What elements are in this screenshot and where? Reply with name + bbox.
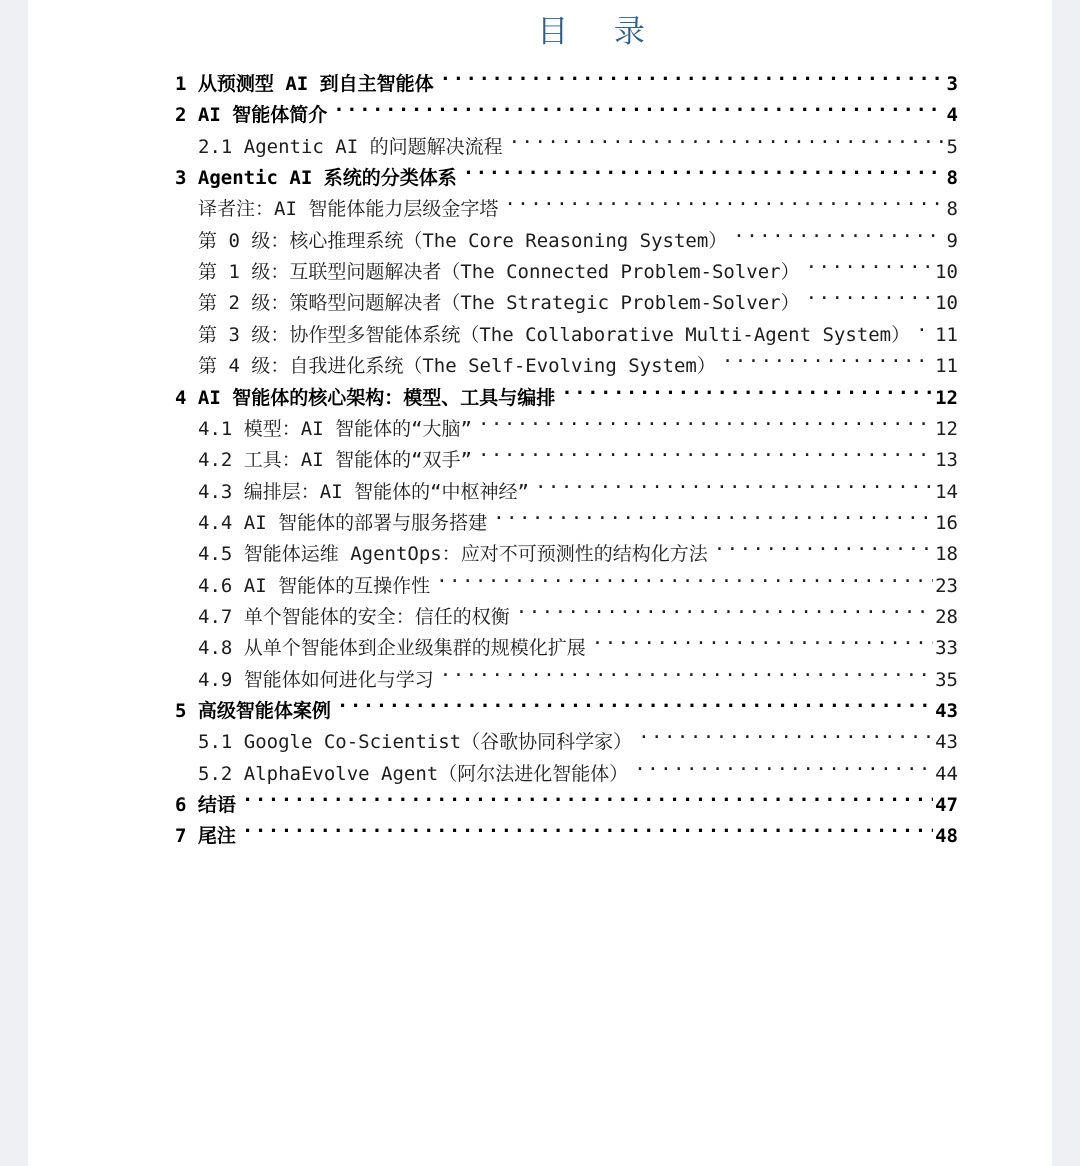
toc-entry[interactable] — [198, 561, 958, 597]
toc-entry[interactable] — [198, 122, 958, 158]
toc-entry-label: 2 AI 智能体简介 — [175, 100, 333, 131]
toc-entry[interactable] — [198, 467, 958, 503]
toc-entry-label: 4.1 模型：AI 智能体的“大脑” — [198, 414, 478, 445]
toc-entry[interactable] — [198, 717, 958, 754]
toc-entry[interactable] — [198, 498, 958, 534]
toc-dot-leader — [916, 310, 933, 341]
toc-entry[interactable] — [175, 686, 958, 722]
toc-dot-leader — [493, 498, 933, 529]
toc-entry-page: 4 — [945, 100, 958, 131]
toc-dot-leader — [638, 717, 933, 748]
toc-entry[interactable] — [198, 341, 958, 378]
toc-dot-leader — [806, 278, 934, 309]
toc-entry-page: 12 — [933, 414, 958, 445]
toc-entry[interactable] — [175, 90, 958, 127]
toc-entry[interactable] — [175, 373, 958, 409]
toc-entry-label: 第 2 级：策略型问题解决者（The Strategic Problem-Solver） — [198, 288, 806, 319]
toc-dot-leader — [592, 623, 933, 654]
toc-entry-page: 9 — [945, 226, 958, 257]
toc-entry-page: 14 — [933, 477, 958, 508]
toc-entry-label: 译者注：AI 智能体能力层级金字塔 — [198, 194, 504, 225]
toc-entry-page: 3 — [945, 69, 958, 100]
toc-entry-page: 5 — [945, 132, 958, 163]
toc-entry-page: 10 — [933, 288, 958, 319]
toc-dot-leader — [478, 435, 933, 466]
toc-dot-leader — [440, 59, 945, 90]
toc-dot-leader — [516, 592, 933, 623]
toc-entry-page: 28 — [933, 602, 958, 633]
toc-entry-label: 5.1 Google Co-Scientist（谷歌协同科学家） — [198, 727, 638, 758]
toc-entry[interactable] — [198, 404, 958, 440]
toc-entry-page: 23 — [933, 571, 958, 602]
toc-entry[interactable] — [175, 153, 958, 190]
toc-entry-page: 18 — [933, 539, 958, 570]
toc-entry-page: 8 — [945, 163, 958, 194]
toc-entry[interactable] — [198, 435, 958, 472]
toc-entry-label: 1 从预测型 AI 到自主智能体 — [175, 69, 440, 100]
toc-entry-label: 7 尾注 — [175, 821, 242, 852]
toc-entry-label: 第 1 级：互联型问题解决者（The Connected Problem-Solver） — [198, 257, 806, 288]
toc-dot-leader — [714, 529, 933, 560]
toc-entry-label: 4.4 AI 智能体的部署与服务搭建 — [198, 508, 493, 539]
toc-dot-leader — [634, 749, 933, 780]
toc-entry[interactable] — [175, 811, 958, 848]
toc-entry[interactable] — [198, 216, 958, 252]
toc-entry[interactable] — [175, 780, 958, 817]
toc-entry-page: 48 — [933, 821, 958, 852]
toc-entry-label: 3 Agentic AI 系统的分类体系 — [175, 163, 463, 194]
toc-entry-label: 6 结语 — [175, 790, 242, 821]
toc-entry-label: 4 AI 智能体的核心架构：模型、工具与编排 — [175, 383, 561, 414]
toc-entry[interactable] — [198, 184, 958, 221]
toc-entry[interactable] — [175, 59, 958, 95]
toc-entry-page: 11 — [933, 320, 958, 351]
toc-entry-label: 5.2 AlphaEvolve Agent（阿尔法进化智能体） — [198, 759, 634, 790]
toc-dot-leader — [463, 153, 945, 184]
toc-entry-page: 11 — [933, 351, 958, 382]
toc-dot-leader — [242, 780, 933, 811]
toc-dot-leader — [806, 247, 934, 278]
toc-dot-leader — [535, 467, 933, 498]
toc-entry-page: 10 — [933, 257, 958, 288]
toc-entry-page: 44 — [933, 759, 958, 790]
toc-entry[interactable] — [198, 278, 958, 315]
toc-entry[interactable] — [198, 592, 958, 628]
toc-dot-leader — [242, 811, 933, 842]
toc-entry[interactable] — [198, 310, 958, 346]
toc-dot-leader — [722, 341, 933, 372]
toc-entry-label: 4.6 AI 智能体的互操作性 — [198, 571, 436, 602]
toc-entry-page: 43 — [933, 727, 958, 758]
toc-entry-page: 35 — [933, 665, 958, 696]
toc-entry-label: 第 0 级：核心推理系统（The Core Reasoning System） — [198, 226, 733, 257]
toc-title: 目 录 — [537, 14, 663, 50]
toc-entry-page: 43 — [933, 696, 958, 727]
toc-entry-page: 8 — [945, 194, 958, 225]
toc-entry-label: 5 高级智能体案例 — [175, 696, 337, 727]
toc-dot-leader — [337, 686, 933, 717]
toc-dot-leader — [504, 184, 944, 215]
toc-entry[interactable] — [198, 655, 958, 691]
toc-entry[interactable] — [198, 247, 958, 284]
toc-entry-page: 12 — [933, 383, 958, 414]
toc-entry-label: 第 3 级：协作型多智能体系统（The Collaborative Multi-Agent System） — [198, 320, 916, 351]
toc-entry-page: 13 — [933, 445, 958, 476]
toc-entry-label: 4.9 智能体如何进化与学习 — [198, 665, 440, 696]
toc-entry-label: 4.3 编排层：AI 智能体的“中枢神经” — [198, 477, 535, 508]
toc-dot-leader — [733, 216, 944, 247]
toc-entry-page: 47 — [933, 790, 958, 821]
toc-entry-label: 2.1 Agentic AI 的问题解决流程 — [198, 132, 509, 163]
toc-entry-label: 4.2 工具：AI 智能体的“双手” — [198, 445, 478, 476]
toc-entry-page: 33 — [933, 633, 958, 664]
document-page — [28, 0, 1052, 1166]
toc-dot-leader — [561, 373, 933, 404]
toc-entry-page: 16 — [933, 508, 958, 539]
toc-entry-label: 第 4 级：自我进化系统（The Self-Evolving System） — [198, 351, 722, 382]
toc-dot-leader — [478, 404, 933, 435]
toc-dot-leader — [436, 561, 933, 592]
toc-entry[interactable] — [198, 623, 958, 660]
toc-entry[interactable] — [198, 529, 958, 566]
toc-dot-leader — [333, 90, 944, 121]
toc-entry-label: 4.8 从单个智能体到企业级集群的规模化扩展 — [198, 633, 592, 664]
toc-entry-label: 4.5 智能体运维 AgentOps：应对不可预测性的结构化方法 — [198, 539, 714, 570]
toc-dot-leader — [509, 122, 945, 153]
toc-entry-label: 4.7 单个智能体的安全：信任的权衡 — [198, 602, 516, 633]
toc-entry[interactable] — [198, 749, 958, 785]
toc-dot-leader — [440, 655, 933, 686]
